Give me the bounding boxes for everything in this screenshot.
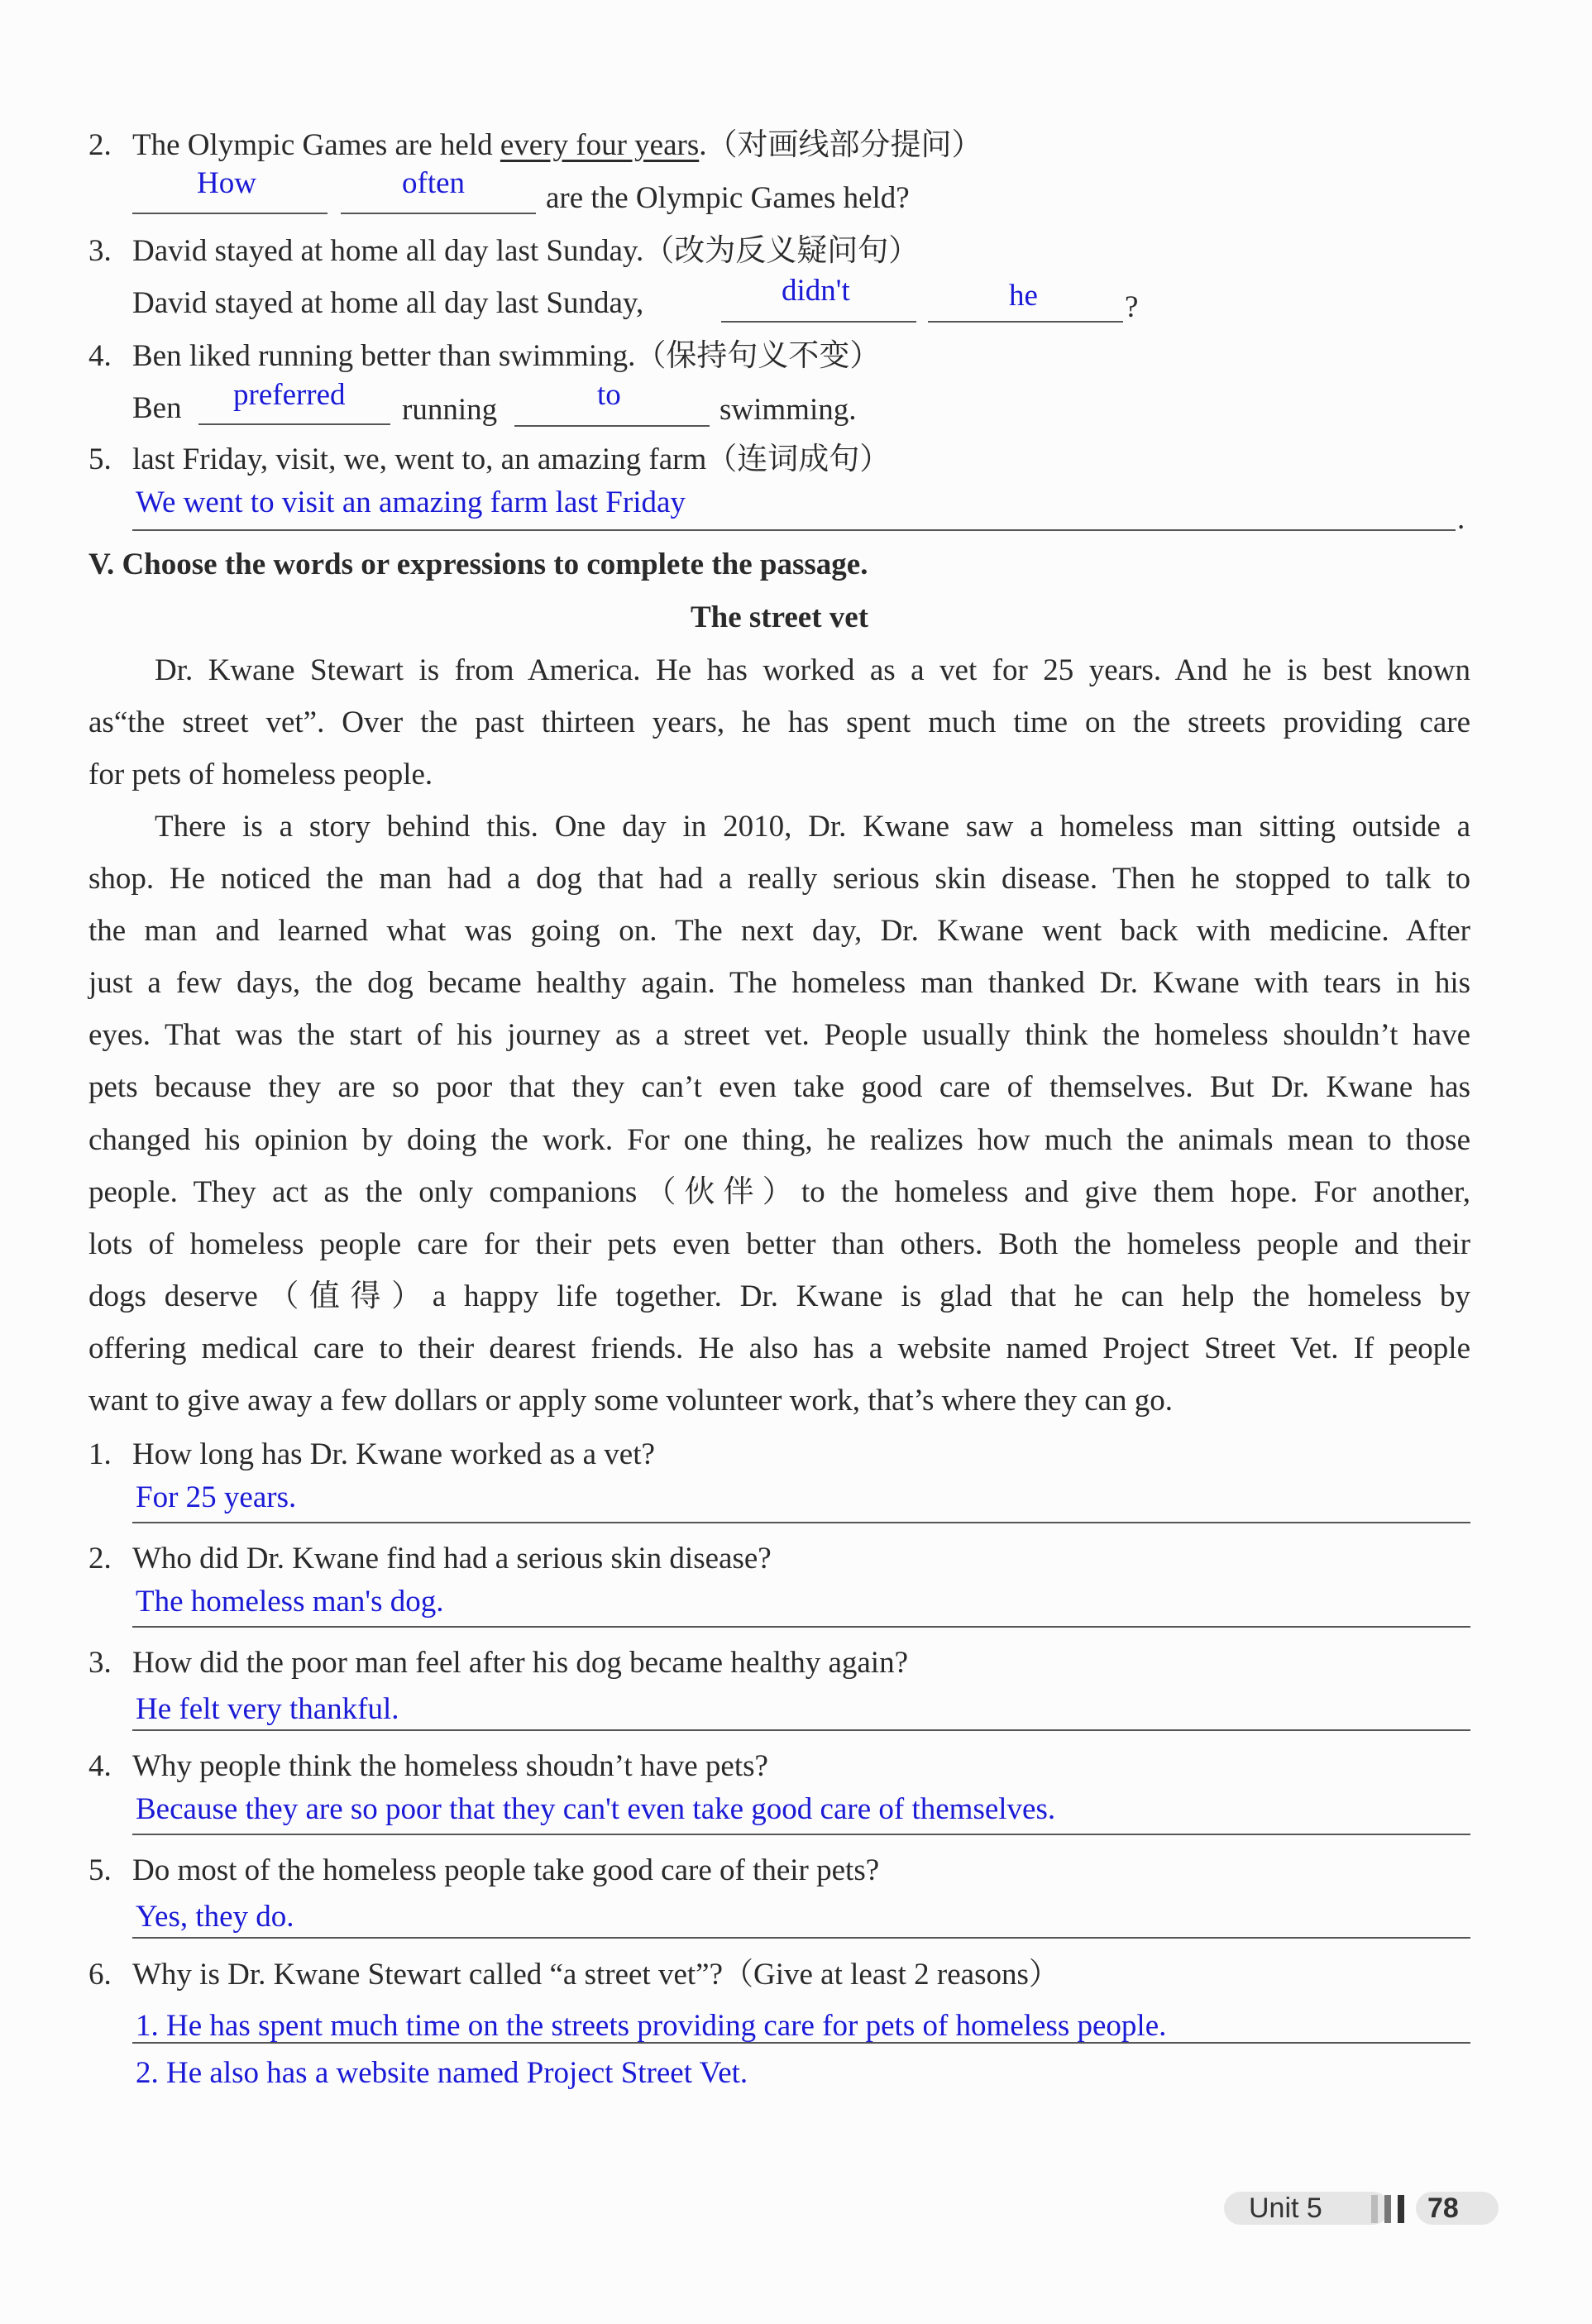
question-number: 6. <box>88 1958 112 1992</box>
q4-text: Ben liked running better than swimming.（保持句义不变） <box>132 339 881 373</box>
passage-line: as“the street vet”. Over the past thirteen years, he has spent much time on the streets providing care <box>88 705 1470 739</box>
question-text: Why is Dr. Kwane Stewart called “a street vet”?（Give at least 2 reasons） <box>132 1958 1059 1992</box>
q2-blank-2[interactable] <box>341 213 536 214</box>
question-number: 5. <box>88 1853 112 1887</box>
answer-line[interactable] <box>132 2042 1470 2044</box>
q3-blank-1[interactable] <box>721 321 916 323</box>
q3-answer-2: he <box>1009 279 1038 313</box>
answer-line[interactable] <box>132 1522 1470 1523</box>
unit-label: Unit 5 <box>1249 2192 1322 2224</box>
question-text: Do most of the homeless people take good care of their pets? <box>132 1853 880 1887</box>
q2-number: 2. <box>88 128 112 162</box>
divider-bar <box>1371 2195 1378 2223</box>
q4-answer-1: preferred <box>233 378 346 412</box>
passage-line: pets because they are so poor that they can’t even take good care of themselves. But Dr. Kwane has <box>88 1070 1470 1104</box>
q2-underlined: every four years <box>500 128 700 162</box>
passage-title: The street vet <box>690 600 869 634</box>
q4-word-2: running <box>402 393 498 427</box>
passage-line: the man and learned what was going on. The next day, Dr. Kwane went back with medicine. After <box>88 914 1470 948</box>
q2-tail: are the Olympic Games held? <box>546 181 910 215</box>
answer-line[interactable] <box>132 1834 1470 1835</box>
passage-line: just a few days, the dog became healthy again. The homeless man thanked Dr. Kwane with tears in his <box>88 966 1470 1000</box>
page-number: 78 <box>1427 2192 1459 2224</box>
passage-line: Dr. Kwane Stewart is from America. He has worked as a vet for 25 years. And he is best known <box>155 653 1470 687</box>
answer-line[interactable] <box>132 1729 1470 1731</box>
q2-blank-1[interactable] <box>132 213 327 214</box>
passage-line: offering medical care to their dearest friends. He also has a website named Project Street Vet. If people <box>88 1332 1470 1365</box>
q4-word-1: Ben <box>132 391 182 425</box>
q3-tail: ? <box>1125 290 1139 324</box>
question-number: 1. <box>88 1437 112 1471</box>
q3-number: 3. <box>88 234 112 268</box>
q3-lead: David stayed at home all day last Sunday, <box>132 286 644 320</box>
q5-answer: We went to visit an amazing farm last Friday <box>136 485 686 519</box>
q2-post: .（对画线部分提问） <box>699 128 982 162</box>
q5-end: . <box>1457 502 1465 536</box>
answer-text: 2. He also has a website named Project Street Vet. <box>136 2056 748 2090</box>
q2-answer-1: How <box>197 166 256 200</box>
answer-text: 1. He has spent much time on the streets providing care for pets of homeless people. <box>136 2009 1167 2043</box>
passage-line: want to give away a few dollars or apply some volunteer work, that’s where they can go. <box>88 1384 1174 1418</box>
answer-text: He felt very thankful. <box>136 1692 399 1726</box>
passage-line: shop. He noticed the man had a dog that had a really serious skin disease. Then he stopped to talk to <box>88 862 1470 896</box>
question-number: 4. <box>88 1749 112 1783</box>
question-number: 2. <box>88 1542 112 1576</box>
q2-pre: The Olympic Games are held <box>132 128 500 162</box>
passage-line: changed his opinion by doing the work. For one thing, he realizes how much the animals mean to those <box>88 1123 1470 1157</box>
question-text: How long has Dr. Kwane worked as a vet? <box>132 1437 655 1471</box>
q3-blank-2[interactable] <box>928 321 1123 323</box>
q3-answer-1: didn't <box>782 274 850 308</box>
section-heading: V. Choose the words or expressions to complete the passage. <box>88 548 868 581</box>
q5-number: 5. <box>88 442 112 476</box>
passage-line: for pets of homeless people. <box>88 758 433 791</box>
passage-line: There is a story behind this. One day in 2010, Dr. Kwane saw a homeless man sitting outside a <box>155 810 1470 844</box>
q4-answer-2: to <box>597 378 621 412</box>
answer-line[interactable] <box>132 1626 1470 1628</box>
q3-text: David stayed at home all day last Sunday.（改为反义疑问句） <box>132 234 920 268</box>
answer-line[interactable] <box>132 1937 1470 1939</box>
answer-text: The homeless man's dog. <box>136 1585 444 1619</box>
q4-blank-2[interactable] <box>514 425 710 427</box>
q5-answer-line[interactable] <box>132 529 1456 531</box>
passage-line: people. They act as the only companions（伙伴）to the homeless and give them hope. For another, <box>88 1175 1470 1209</box>
q2-text <box>132 127 982 164</box>
answer-text: For 25 years. <box>136 1480 297 1514</box>
q4-word-3: swimming. <box>720 393 857 427</box>
q5-text: last Friday, visit, we, went to, an amazing farm（连词成句） <box>132 442 891 476</box>
answer-text: Because they are so poor that they can't even take good care of themselves. <box>136 1792 1056 1826</box>
question-text: How did the poor man feel after his dog became healthy again? <box>132 1646 909 1680</box>
answer-text: Yes, they do. <box>136 1900 294 1934</box>
question-text: Who did Dr. Kwane find had a serious skin disease? <box>132 1542 772 1576</box>
question-number: 3. <box>88 1646 112 1680</box>
divider-bar <box>1398 2195 1404 2223</box>
passage-line: eyes. That was the start of his journey as a street vet. People usually think the homeless shouldn’t have <box>88 1018 1470 1052</box>
q2-answer-2: often <box>402 166 466 200</box>
passage-line: dogs deserve（值得）a happy life together. Dr. Kwane is glad that he can help the homeless by <box>88 1279 1470 1313</box>
q4-blank-1[interactable] <box>198 423 390 425</box>
question-text: Why people think the homeless shoudn’t have pets? <box>132 1749 768 1783</box>
divider-bar <box>1384 2195 1391 2223</box>
q4-number: 4. <box>88 339 112 373</box>
passage-line: lots of homeless people care for their pets even better than others. Both the homeless people and their <box>88 1227 1470 1261</box>
